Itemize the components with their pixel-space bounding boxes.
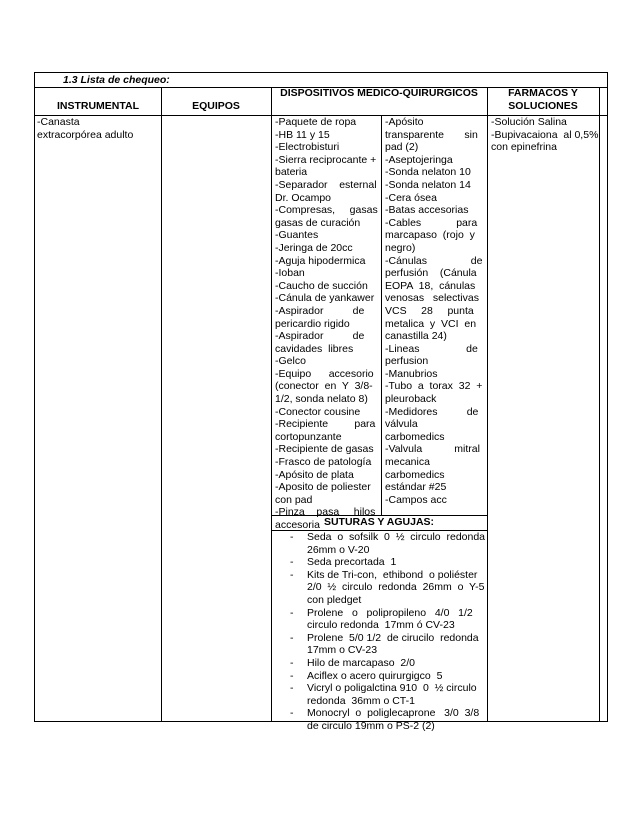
instrumental-cell (37, 116, 159, 141)
header-instrumental: INSTRUMENTAL (56, 100, 140, 112)
dispositivo-line: carbomedics (385, 430, 445, 443)
dispositivo-line: canastilla 24) (385, 330, 447, 343)
header-equipos: EQUIPOS (192, 100, 240, 112)
sutura-item (275, 682, 483, 707)
instrumental-line: -Canasta (37, 116, 80, 128)
dispositivo-line: -Apósito (385, 116, 424, 128)
sutura-line: 17mm o CV-23 (307, 644, 378, 657)
dispositivo-line: -Cánula de yankawer (275, 292, 375, 305)
checklist-table (34, 72, 608, 732)
dispositivo-line: -Equipo accesorio (275, 367, 374, 380)
header-farmacos (487, 87, 599, 113)
sutura-item (275, 607, 483, 632)
dispositivo-line: -Valvula mitral (385, 443, 480, 456)
dispositivo-line: -Recipiente de gasas (275, 443, 374, 456)
dispositivo-line: válvula (385, 418, 418, 431)
dispositivo-line: cortopunzante (275, 430, 342, 443)
dispositivo-line: carbomedics (385, 468, 445, 481)
sutura-line: 26mm o V-20 (307, 543, 370, 556)
sutura-line: - Prolene o polipropileno 4/0 1/2 (307, 606, 473, 619)
dispositivo-line: -Guantes (275, 229, 319, 242)
dispositivo-line: con pad (275, 493, 313, 506)
col-divider-dispositivos (381, 115, 382, 515)
sutura-line: con pledget (307, 593, 362, 606)
farmaco-line: con epinefrina (491, 141, 557, 154)
dispositivo-line: pericardio rigido (275, 317, 350, 330)
sutura-line: 2/0 ½ circulo redonda 26mm o Y-5 (307, 581, 485, 594)
dispositivo-line: -Conector cousine (275, 405, 361, 418)
section-title: 1.3 Lista de chequeo: (63, 74, 170, 86)
dispositivo-line: -Cánulas de (385, 254, 483, 267)
dispositivo-line: -Pinza pasa hilos (275, 506, 376, 519)
dispositivo-line: pleuroback (385, 393, 437, 406)
dispositivo-line: metalica y VCI en (385, 317, 477, 330)
dispositivos-col1 (275, 116, 378, 532)
dispositivo-line: -Frasco de patología (275, 456, 372, 469)
sutura-item (275, 707, 483, 732)
dispositivo-line: -Campos acc (385, 493, 447, 506)
header-suturas: SUTURAS Y AGUJAS: (323, 516, 435, 528)
suturas-list (275, 531, 486, 733)
header-farmacos-line2: SOLUCIONES (508, 100, 578, 112)
col-divider-2 (271, 87, 272, 721)
sutura-item (275, 657, 483, 670)
dispositivo-line: -Sierra reciprocante + (275, 153, 377, 166)
col-divider-4 (599, 87, 600, 721)
dispositivo-line: -Aposito de poliester (275, 481, 371, 494)
dispositivo-line: EOPA 18, cánulas (385, 279, 476, 292)
dispositivo-line: gasas de curación (275, 216, 361, 229)
sutura-line: - Seda precortada 1 (307, 556, 397, 569)
dispositivo-line: -Tubo a torax 32 + (385, 380, 483, 393)
dispositivo-line: marcapaso (rojo y (385, 229, 475, 242)
dispositivo-line: (conector en Y 3/8- (275, 380, 373, 393)
header-dispositivos: DISPOSITIVOS MEDICO-QUIRURGICOS (280, 87, 478, 99)
dispositivo-line: -Electrobisturi (275, 141, 340, 154)
sutura-item (275, 632, 483, 657)
dispositivo-line: -Compresas, gasas (275, 204, 378, 217)
sutura-line: - Prolene 5/0 1/2 de cirucilo redonda (307, 631, 479, 644)
dispositivo-line: -Recipiente para (275, 418, 376, 431)
dispositivo-line: -Aguja hipodermica (275, 254, 366, 267)
dispositivo-line: perfusión (Cánula (385, 267, 477, 280)
sutura-line: - Seda o sofsilk 0 ½ circulo redonda (307, 531, 486, 543)
dispositivo-line: venosas selectivas (385, 292, 479, 305)
dispositivo-line: -Paquete de ropa (275, 116, 357, 128)
farmaco-line: -Solución Salina (491, 116, 567, 128)
farmacos-cell (491, 116, 599, 154)
dispositivo-line: estándar #25 (385, 481, 447, 494)
col-divider-1 (161, 87, 162, 721)
dispositivo-line: -HB 11 y 15 (275, 128, 330, 141)
dispositivo-line: -Ioban (275, 267, 305, 280)
dispositivo-line: -Cera ósea (385, 191, 437, 204)
dispositivo-line: -Separador esternal (275, 178, 377, 191)
sutura-item (275, 556, 483, 569)
dispositivo-line: -Aspirador de (275, 330, 365, 343)
sutura-item (275, 531, 486, 556)
dispositivo-line: 1/2, sonda nelato 8) (275, 393, 368, 406)
sutura-line: - Aciflex o acero quirurgigco 5 (307, 669, 443, 682)
dispositivo-line: -Caucho de succión (275, 279, 368, 292)
sutura-line: circulo redonda 17mm ó CV-23 (307, 619, 455, 632)
instrumental-line: extracorpórea adulto (37, 128, 134, 141)
dispositivo-line: -Sonda nelaton 14 (385, 178, 471, 191)
dispositivo-line: -Sonda nelaton 10 (385, 166, 471, 179)
header-farmacos-line1: FARMACOS Y (508, 87, 578, 99)
col-divider-3 (487, 87, 488, 721)
dispositivo-line: -Apósito de plata (275, 468, 354, 481)
dispositivo-line: Dr. Ocampo (275, 191, 332, 204)
dispositivo-line: transparente sin (385, 128, 478, 141)
dispositivo-line: accesoria (275, 519, 320, 531)
dispositivo-line: -Cables para (385, 216, 478, 229)
dispositivo-line: -Batas accesorias (385, 204, 469, 217)
sutura-line: - Hilo de marcapaso 2/0 (307, 656, 415, 669)
dispositivo-line: bateria (275, 166, 308, 179)
dispositivos-col2 (385, 116, 484, 506)
sutura-line: - Vicryl o poligalctina 910 0 ½ circulo (307, 682, 477, 695)
dispositivo-line: -Aseptojeringa (385, 153, 453, 166)
dispositivo-line: pad (2) (385, 141, 419, 154)
sutura-item (275, 670, 483, 683)
dispositivo-line: -Lineas de (385, 342, 478, 355)
sutura-line: de circulo 19mm o PS-2 (2) (307, 719, 435, 732)
dispositivo-line: mecanica (385, 456, 430, 469)
dispositivo-line: -Jeringa de 20cc (275, 241, 353, 254)
dispositivo-line: VCS 28 punta (385, 304, 474, 317)
sutura-line: - Monocryl o poliglecaprone 3/0 3/8 (307, 707, 480, 720)
dispositivo-line: -Gelco (275, 355, 306, 368)
dispositivo-line: -Aspirador de (275, 304, 365, 317)
farmaco-line: -Bupivacaiona al 0,5% (491, 128, 599, 141)
sutura-line: - Kits de Tri-con, ethibond o poliéster (307, 568, 478, 581)
dispositivo-line: -Medidores de (385, 405, 479, 418)
dispositivo-line: cavidades libres (275, 342, 354, 355)
dispositivo-line: negro) (385, 241, 416, 254)
dispositivo-line: -Manubrios (385, 367, 438, 380)
sutura-item (275, 569, 483, 607)
dispositivo-line: perfusion (385, 355, 429, 368)
sutura-line: redonda 36mm o CT-1 (307, 694, 415, 707)
